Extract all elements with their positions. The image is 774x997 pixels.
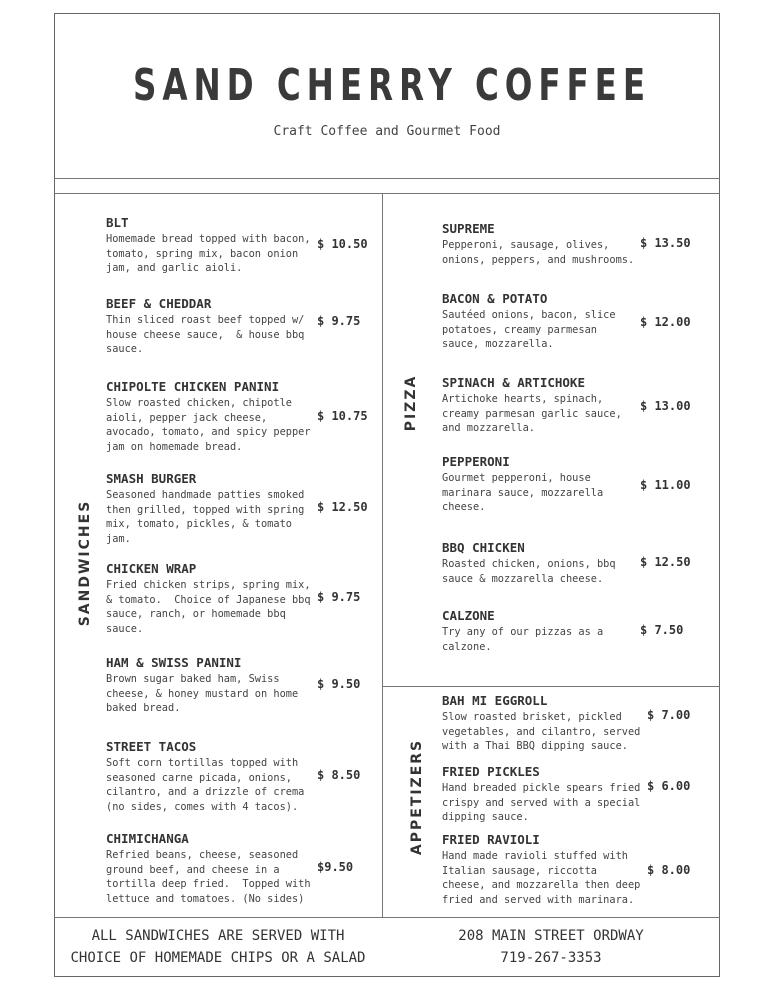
item-description: Hand made ravioli stuffed with Italian sausage, riccotta cheese, and mozzarella then deep fried and served with marinara. xyxy=(442,850,641,906)
item-name: STREET TACOS xyxy=(106,739,197,754)
item-name: SPINACH & ARTICHOKE xyxy=(442,375,585,390)
item-price: $ 9.50 xyxy=(317,677,361,691)
item-description: Soft corn tortillas topped with seasoned carne picada, onions, cilantro, and a drizzle of crema (no sides, comes with 4 tacos). xyxy=(106,757,305,813)
divider xyxy=(54,193,720,194)
item-name: FRIED PICKLES xyxy=(442,764,540,779)
menu-item xyxy=(442,764,657,825)
menu-item xyxy=(106,655,321,716)
item-name: CHIPOLTE CHICKEN PANINI xyxy=(106,379,280,394)
menu-item xyxy=(442,608,657,654)
menu-item xyxy=(442,291,657,352)
menu-item xyxy=(442,832,657,907)
menu-item xyxy=(442,454,657,515)
item-name: FRIED RAVIOLI xyxy=(442,832,540,847)
item-price: $ 11.00 xyxy=(640,478,691,492)
item-description: Hand breaded pickle spears fried crispy and served with a special dipping sauce. xyxy=(442,782,641,823)
divider xyxy=(382,193,383,917)
menu-item xyxy=(442,375,657,436)
item-description: Sautéed onions, bacon, slice potatoes, creamy parmesan sauce, mozzarella. xyxy=(442,309,616,350)
menu-item xyxy=(106,561,321,636)
restaurant-title: SAND CHERRY COFFEE xyxy=(132,60,652,111)
menu-item xyxy=(106,471,321,546)
item-price: $ 12.50 xyxy=(640,555,691,569)
menu-item xyxy=(106,215,321,276)
section-label-sandwiches: SANDWICHES xyxy=(77,499,93,627)
item-description: Fried chicken strips, spring mix, & tomato. Choice of Japanese bbq sauce, ranch, or homemade bbq sauce. xyxy=(106,579,311,635)
footer-phone: 719-267-3353 xyxy=(500,950,602,966)
item-price: $ 10.75 xyxy=(317,409,368,423)
item-description: Seasoned handmade patties smoked then grilled, topped with spring mix, tomato, pickles, & tomato jam. xyxy=(106,489,305,545)
item-price: $ 13.50 xyxy=(640,236,691,250)
item-name: CHIMICHANGA xyxy=(106,831,189,846)
item-name: SMASH BURGER xyxy=(106,471,197,486)
item-price: $ 8.00 xyxy=(647,863,691,877)
item-price: $ 10.50 xyxy=(317,237,368,251)
item-description: Slow roasted chicken, chipotle aioli, pepper jack cheese, avocado, tomato, and spicy pepper jam on homemade bread. xyxy=(106,397,311,453)
item-price: $9.50 xyxy=(317,860,354,874)
item-name: BBQ CHICKEN xyxy=(442,540,525,555)
menu-item xyxy=(442,693,657,754)
item-price: $ 7.00 xyxy=(647,708,691,722)
item-name: PEPPERONI xyxy=(442,454,510,469)
item-description: Artichoke hearts, spinach, creamy parmesan garlic sauce, and mozzarella. xyxy=(442,393,622,434)
item-name: CALZONE xyxy=(442,608,495,623)
item-price: $ 8.50 xyxy=(317,768,361,782)
item-price: $ 7.50 xyxy=(640,623,684,637)
item-price: $ 12.50 xyxy=(317,500,368,514)
item-price: $ 12.00 xyxy=(640,315,691,329)
menu-item xyxy=(106,831,321,906)
footer-address: 208 MAIN STREET ORDWAY xyxy=(458,928,644,944)
divider xyxy=(382,686,720,687)
section-label-appetizers: APPETIZERS xyxy=(409,738,425,856)
section-label-pizza: PIZZA xyxy=(403,374,419,432)
item-name: BAH MI EGGROLL xyxy=(442,693,548,708)
item-name: BEEF & CHEDDAR xyxy=(106,296,212,311)
menu-item xyxy=(442,540,657,586)
item-name: BLT xyxy=(106,215,129,230)
item-price: $ 9.75 xyxy=(317,314,361,328)
tagline: Craft Coffee and Gourmet Food xyxy=(273,124,501,139)
item-price: $ 9.75 xyxy=(317,590,361,604)
item-price: $ 6.00 xyxy=(647,779,691,793)
item-description: Try any of our pizzas as a calzone. xyxy=(442,626,604,653)
item-name: HAM & SWISS PANINI xyxy=(106,655,242,670)
item-name: SUPREME xyxy=(442,221,495,236)
menu-item xyxy=(442,221,657,267)
item-description: Homemade bread topped with bacon, tomato, spring mix, bacon onion jam, and garlic aioli. xyxy=(106,233,311,274)
item-description: Refried beans, cheese, seasoned ground beef, and cheese in a tortilla deep fried. Topped with lettuce and tomatoes. (No sides) xyxy=(106,849,311,905)
item-description: Slow roasted brisket, pickled vegetables, and cilantro, served with a Thai BBQ dipping sauce. xyxy=(442,711,641,752)
item-description: Brown sugar baked ham, Swiss cheese, & honey mustard on home baked bread. xyxy=(106,673,299,714)
item-description: Gourmet pepperoni, house marinara sauce, mozzarella cheese. xyxy=(442,472,604,513)
item-description: Roasted chicken, onions, bbq sauce & mozzarella cheese. xyxy=(442,558,616,585)
divider xyxy=(54,178,720,179)
divider xyxy=(54,917,720,918)
item-name: CHICKEN WRAP xyxy=(106,561,197,576)
menu-item xyxy=(106,296,321,357)
menu-item xyxy=(106,739,321,814)
menu-item xyxy=(106,379,321,454)
item-description: Thin sliced roast beef topped w/ house cheese sauce, & house bbq sauce. xyxy=(106,314,305,355)
item-description: Pepperoni, sausage, olives, onions, peppers, and mushrooms. xyxy=(442,239,635,266)
item-name: BACON & POTATO xyxy=(442,291,548,306)
item-price: $ 13.00 xyxy=(640,399,691,413)
footer-note: ALL SANDWICHES ARE SERVED WITH CHOICE OF HOMEMADE CHIPS OR A SALAD xyxy=(70,928,366,966)
